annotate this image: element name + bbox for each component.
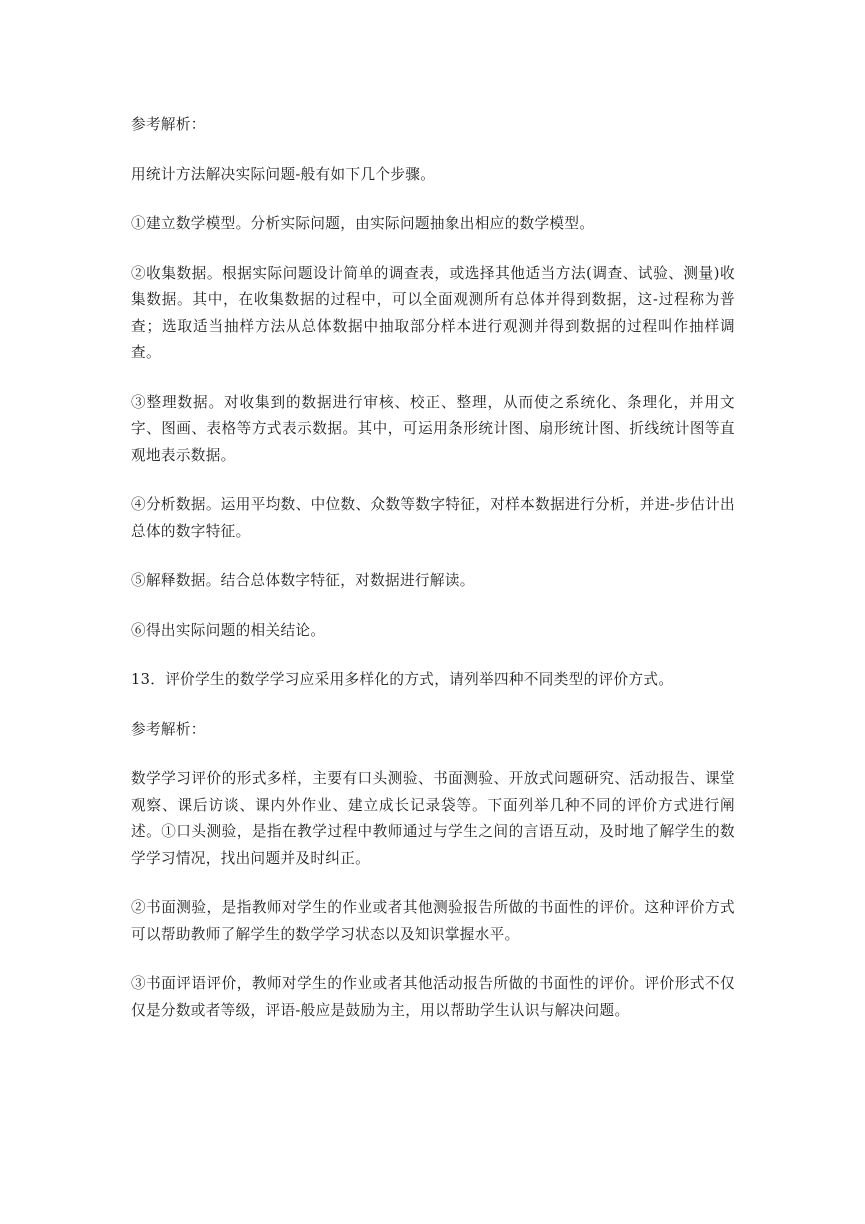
answer-heading: 参考解析： <box>131 116 206 133</box>
statistics-steps-intro: 用统计方法解决实际问题-般有如下几个步骤。 <box>131 165 436 183</box>
answer-heading-2: 参考解析： <box>131 720 206 738</box>
question-13: 13．评价学生的数学学习应采用多样化的方式，请列举四种不同类型的评价方式。 <box>131 671 674 688</box>
evaluation-forms-paragraph: 数学学习评价的形式多样，主要有口头测验、书面测验、开放式问题研究、活动报告、课堂观察、课后访谈、课内外作业、建立成长记录袋等。下面列举几种不同的评价方式进行阐述。①口头测验，是指在教学过程中教师通过与学生之间的言语互动，及时地了解学生的数学学习情况，找出问题并及时纠正。 <box>131 770 735 867</box>
document-body <box>131 112 735 1047</box>
written-test-paragraph: ②书面测验，是指教师对学生的作业或者其他测验报告所做的书面性的评价。这种评价方式可以帮助教师了解学生的数学学习状态以及知识掌握水平。 <box>131 899 735 943</box>
step-6-conclusion: ⑥得出实际问题的相关结论。 <box>131 621 326 639</box>
step-3-organize-data: ③整理数据。对收集到的数据进行审核、校正、整理，从而使之系统化、条理化，并用文字、图画、表格等方式表示数据。其中，可运用条形统计图、扇形统计图、折线统计图等直观地表示数据。 <box>131 393 735 464</box>
step-1-model: ①建立数学模型。分析实际问题，由实际问题抽象出相应的数学模型。 <box>131 215 595 232</box>
written-comment-paragraph: ③书面评语评价，教师对学生的作业或者其他活动报告所做的书面性的评价。评价形式不仅仅是分数或者等级，评语-般应是鼓励为主，用以帮助学生认识与解决问题。 <box>131 975 735 1019</box>
step-4-analyze-data: ④分析数据。运用平均数、中位数、众数等数字特征，对样本数据进行分析，并进-步估计出总体的数字特征。 <box>131 496 735 540</box>
step-2-collect-data: ②收集数据。根据实际问题设计简单的调查表，或选择其他适当方法(调查、试验、测量)收集数据。其中，在收集数据的过程中，可以全面观测所有总体并得到数据，这-过程称为普查；选取适当抽样方法从总体数据中抽取部分样本进行观测并得到数据的过程叫作抽样调查。 <box>131 264 735 361</box>
step-5-interpret-data: ⑤解释数据。结合总体数字特征，对数据进行解读。 <box>131 572 475 589</box>
